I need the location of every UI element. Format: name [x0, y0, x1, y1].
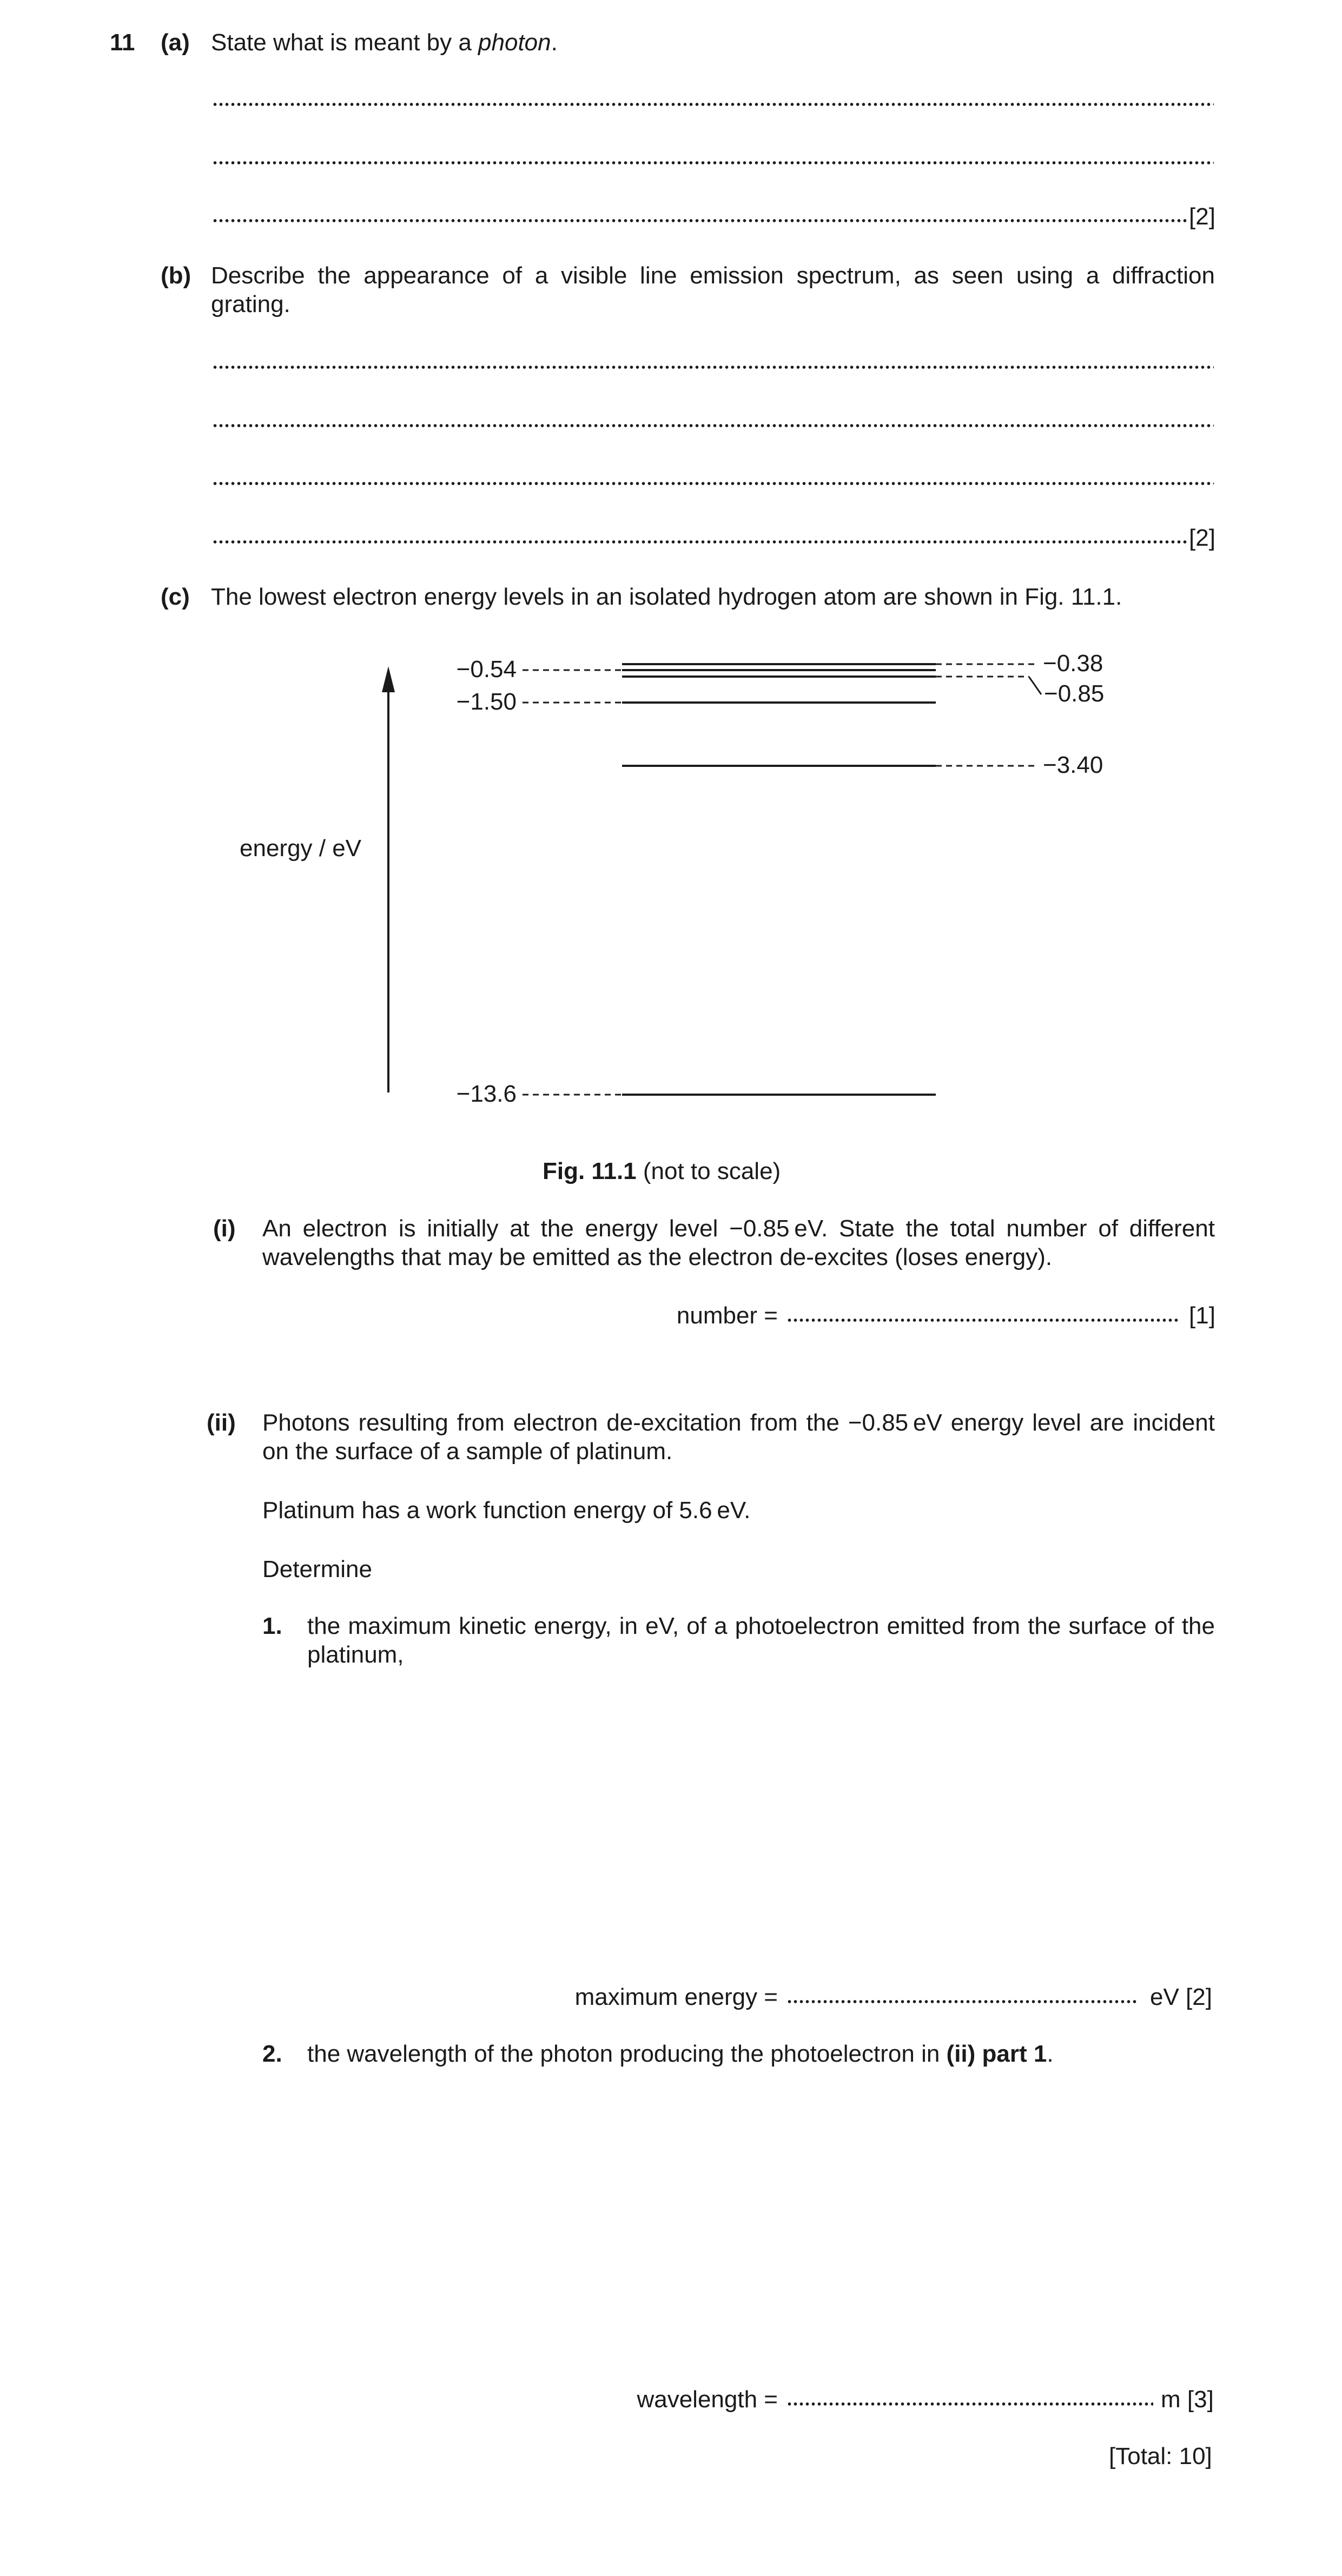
- item-2-label: 2.: [262, 2041, 282, 2067]
- number-answer-line[interactable]: [786, 1317, 1179, 1323]
- part-c-text: The lowest electron energy levels in an isolated hydrogen atom are shown in Fig. 11.1.: [211, 584, 1122, 610]
- level-label: −0.54: [456, 656, 517, 683]
- maximum-energy-label: maximum energy =: [574, 1984, 778, 2010]
- item-2-unit-marks: m [3]: [1161, 2386, 1214, 2413]
- figure-caption-rest: (not to scale): [636, 1158, 781, 1184]
- figure-caption: [543, 1157, 781, 1186]
- sub-i-marks: [1]: [1189, 1302, 1215, 1329]
- level-label: −13.6: [456, 1081, 517, 1107]
- part-a-label: (a): [161, 29, 190, 56]
- number-answer-label: number =: [676, 1302, 778, 1329]
- part-a-text-after: .: [551, 29, 558, 56]
- level-label: −0.38: [1043, 650, 1103, 677]
- part-a-marks: [2]: [1189, 203, 1215, 230]
- sub-ii-text: Photons resulting from electron de-excitation from the −0.85 eV energy level are incident on the surface of a sample of platinum.: [262, 1409, 1215, 1465]
- sub-ii-label: (ii): [207, 1409, 236, 1436]
- level-label: −3.40: [1043, 752, 1103, 778]
- sub-i-label: (i): [213, 1215, 236, 1242]
- part-b-marks: [2]: [1189, 525, 1215, 551]
- item-1-text: the maximum kinetic energy, in eV, of a photoelectron emitted from the surface of the platinum,: [307, 1613, 1215, 1668]
- sub-ii-text2: Platinum has a work function energy of 5.6 eV.: [262, 1497, 751, 1524]
- part-c-label: (c): [161, 584, 190, 610]
- part-b-label: (b): [161, 262, 191, 289]
- figure-caption-bold: Fig. 11.1: [543, 1158, 637, 1184]
- item-2-text-before: the wavelength of the photon producing the photoelectron in: [307, 2041, 947, 2067]
- maximum-energy-answer-line[interactable]: [786, 1999, 1137, 2004]
- item-1-label: 1.: [262, 1613, 282, 1639]
- level-label: −0.85: [1044, 680, 1105, 707]
- leader-line: [1029, 677, 1041, 694]
- item-2-text: [307, 2039, 1054, 2068]
- part-b-text: Describe the appearance of a visible line emission spectrum, as seen using a diffraction grating.: [211, 262, 1215, 317]
- total-marks: [Total: 10]: [1109, 2443, 1212, 2469]
- sub-i-text: An electron is initially at the energy level −0.85 eV. State the total number of different wavelengths that may be emitted as the electron de-excites (loses energy).: [262, 1215, 1215, 1270]
- wavelength-answer-line[interactable]: [786, 2401, 1153, 2407]
- item-2-text-bold: (ii) part 1: [946, 2041, 1047, 2067]
- item-2-text-after: .: [1047, 2041, 1054, 2067]
- axis-arrowhead: [382, 666, 395, 692]
- item-1-unit-marks: eV [2]: [1150, 1984, 1212, 2010]
- part-a-text-before: State what is meant by a: [211, 29, 479, 56]
- axis-label: energy / eV: [240, 835, 362, 862]
- wavelength-label: wavelength =: [637, 2386, 778, 2413]
- sub-ii-text3: Determine: [262, 1556, 372, 1582]
- part-a-text-italic: photon: [478, 29, 551, 56]
- level-label: −1.50: [456, 688, 517, 715]
- energy-level-diagram: [0, 0, 1342, 1163]
- question-number: 11: [110, 29, 135, 56]
